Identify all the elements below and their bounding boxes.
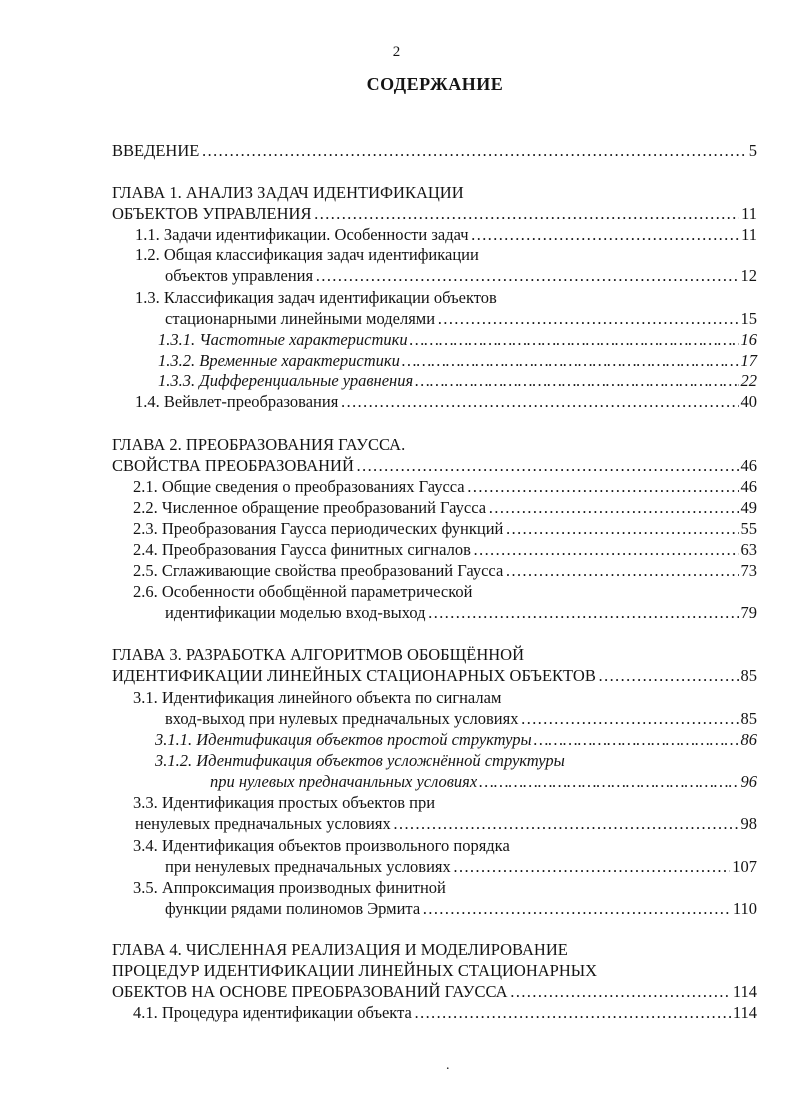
toc-entry: [133, 877, 446, 899]
page-title: СОДЕРЖАНИЕ: [366, 74, 504, 94]
toc-entry-text: 1.3. Классификация задач идентификации объектов: [135, 288, 497, 307]
toc-entry: [158, 350, 757, 372]
toc-entry-text: 2.5. Сглаживающие свойства преобразований Гаусса: [133, 561, 504, 580]
toc-leader-dots: [479, 771, 738, 793]
toc-entry-text: ИДЕНТИФИКАЦИИ ЛИНЕЙНЫХ СТАЦИОНАРНЫХ ОБЪЕКТОВ: [112, 666, 596, 685]
toc-page-number: 110: [732, 899, 757, 918]
toc-entry-text: 1.4. Вейвлет-преобразования: [135, 392, 339, 411]
toc-entry: [165, 265, 757, 287]
toc-page-number: 55: [740, 519, 757, 538]
toc-entry: [112, 203, 757, 225]
toc-entry-text: вход-выход при нулевых предначальных условиях: [165, 709, 519, 728]
toc-entry: [133, 687, 501, 709]
toc-page-number: 46: [740, 477, 757, 496]
toc-page-number: 63: [740, 540, 757, 559]
toc-entry: [155, 729, 757, 751]
toc-entry: [158, 370, 757, 392]
toc-entry: [165, 708, 757, 730]
toc-page-number: 11: [741, 225, 757, 244]
toc-entry: [133, 1002, 757, 1024]
toc-leader-dots: [393, 813, 739, 835]
toc-page-number: 16: [740, 330, 757, 349]
toc-entry: [210, 771, 757, 793]
toc-entry-text: идентификации моделью вход-выход: [165, 603, 426, 622]
toc-page-number: 79: [740, 603, 757, 622]
page-number: 2: [392, 44, 401, 60]
toc-entry: [165, 856, 757, 878]
toc-entry: [112, 644, 524, 666]
toc-entry: [165, 308, 757, 330]
toc-entry: [112, 665, 757, 687]
toc-entry-text: 2.6. Особенности обобщённой параметрической: [133, 582, 473, 601]
toc-entry-text: 2.4. Преобразования Гаусса финитных сигналов: [133, 540, 471, 559]
toc-entry-text: объектов управления: [165, 266, 314, 285]
toc-entry-text: 2.3. Преобразования Гаусса периодических функций: [133, 519, 504, 538]
toc-page-number: 40: [740, 392, 757, 411]
toc-leader-dots: [340, 391, 738, 413]
toc-leader-dots: [505, 518, 738, 540]
toc-entry-text: 4.1. Процедура идентификации объекта: [133, 1003, 412, 1022]
toc-entry: [165, 898, 757, 920]
toc-page-number: 85: [740, 666, 757, 685]
toc-leader-dots: [356, 455, 739, 477]
toc-page-number: 114: [732, 1003, 757, 1022]
toc-entry: [133, 476, 757, 498]
toc-entry: [133, 497, 757, 519]
toc-leader-dots: [471, 224, 740, 246]
toc-entry-text: СВОЙСТВА ПРЕОБРАЗОВАНИЙ: [112, 456, 354, 475]
toc-entry: [133, 518, 757, 540]
toc-page-number: 98: [740, 814, 757, 833]
toc-leader-dots: [402, 350, 739, 372]
toc-leader-dots: [520, 708, 738, 730]
toc-entry: [158, 329, 757, 351]
toc-entry-text: при нулевых предначанльных условиях: [210, 772, 478, 791]
toc-page-number: 46: [740, 456, 757, 475]
toc-entry-text: ПРОЦЕДУР ИДЕНТИФИКАЦИИ ЛИНЕЙНЫХ СТАЦИОНАРНЫХ: [112, 961, 598, 980]
toc-leader-dots: [534, 729, 739, 751]
toc-entry-text: 2.2. Численное обращение преобразований Гаусса: [133, 498, 487, 517]
toc-entry: [133, 792, 435, 814]
toc-leader-dots: [428, 602, 739, 624]
toc-entry: [112, 939, 568, 961]
toc-leader-dots: [415, 370, 738, 392]
toc-entry-text: функции рядами полиномов Эрмита: [165, 899, 421, 918]
toc-entry-text: ОБЪЕКТОВ УПРАВЛЕНИЯ: [112, 204, 312, 223]
toc-leader-dots: [315, 265, 738, 287]
toc-entry-text: ОБЕКТОВ НА ОСНОВЕ ПРЕОБРАЗОВАНИЙ ГАУССА: [112, 982, 508, 1001]
toc-entry: [112, 140, 757, 162]
toc-page-number: 49: [740, 498, 757, 517]
toc-page-number: 12: [740, 266, 757, 285]
toc-entry: [135, 813, 757, 835]
toc-leader-dots: [488, 497, 738, 519]
toc-entry-text: ГЛАВА 4. ЧИСЛЕННАЯ РЕАЛИЗАЦИЯ И МОДЕЛИРОВАНИЕ: [112, 940, 568, 959]
toc-leader-dots: [453, 856, 730, 878]
toc-leader-dots: [467, 476, 739, 498]
toc-leader-dots: [437, 308, 738, 330]
toc-entry: [135, 287, 497, 309]
toc-leader-dots: [410, 329, 739, 351]
toc-entry-text: ГЛАВА 1. АНАЛИЗ ЗАДАЧ ИДЕНТИФИКАЦИИ: [112, 183, 464, 202]
toc-leader-dots: [598, 665, 739, 687]
toc-page-number: 114: [732, 982, 757, 1001]
toc-entry-text: ГЛАВА 2. ПРЕОБРАЗОВАНИЯ ГАУССА.: [112, 435, 406, 454]
toc-entry: [133, 835, 510, 857]
toc-entry: [112, 981, 757, 1003]
toc-page-number: 17: [740, 351, 757, 370]
toc-leader-dots: [473, 539, 739, 561]
toc-leader-dots: [201, 140, 746, 162]
toc-entry-text: 3.4. Идентификация объектов произвольного порядка: [133, 836, 510, 855]
toc-entry-text: 1.1. Задачи идентификации. Особенности задач: [135, 225, 469, 244]
toc-entry: [112, 960, 597, 982]
toc-entry: [133, 581, 472, 603]
toc-entry-text: 3.1.1. Идентификация объектов простой структуры: [155, 730, 532, 749]
toc-leader-dots: [510, 981, 731, 1003]
footer-mark: .: [446, 1058, 450, 1073]
toc-entry: [112, 455, 757, 477]
toc-leader-dots: [505, 560, 738, 582]
toc-entry-text: ГЛАВА 3. РАЗРАБОТКА АЛГОРИТМОВ ОБОБЩЁННОЙ: [112, 645, 525, 664]
toc-leader-dots: [414, 1002, 731, 1024]
toc-entry: [135, 244, 479, 266]
toc-entry-text: 1.3.2. Временные характеристики: [158, 351, 400, 370]
toc-leader-dots: [313, 203, 739, 225]
toc-page-number: 5: [748, 141, 757, 160]
toc-entry: [165, 602, 757, 624]
toc-entry-text: 3.1. Идентификация линейного объекта по сигналам: [133, 688, 502, 707]
toc-entry-text: ВВЕДЕНИЕ: [112, 141, 200, 160]
toc-entry-text: ненулевых предначальных условиях: [135, 814, 391, 833]
toc-entry: [133, 560, 757, 582]
toc-entry-text: 1.2. Общая классификация задач идентификации: [135, 245, 479, 264]
toc-page-number: 22: [740, 371, 757, 390]
toc-entry-text: 1.3.1. Частотные характеристики: [158, 330, 408, 349]
toc-page-number: 85: [740, 709, 757, 728]
toc-entry-text: 3.3. Идентификация простых объектов при: [133, 793, 436, 812]
toc-entry: [155, 750, 565, 772]
toc-entry-text: 1.3.3. Дифференциальные уравнения: [158, 371, 414, 390]
toc-entry: [135, 224, 757, 246]
toc-entry-text: 3.1.2. Идентификация объектов усложнённой структуры: [155, 751, 565, 770]
toc-page-number: 96: [740, 772, 757, 791]
toc-page-number: 11: [741, 204, 757, 223]
toc-entry: [133, 539, 757, 561]
toc-page-number: 107: [732, 857, 757, 876]
toc-entry-text: стационарными линейными моделями: [165, 309, 436, 328]
toc-entry-text: 3.5. Аппроксимация производных финитной: [133, 878, 446, 897]
toc-entry: [135, 391, 757, 413]
toc-entry: [112, 182, 464, 204]
toc-entry-text: 2.1. Общие сведения о преобразованиях Гаусса: [133, 477, 465, 496]
toc-entry-text: при ненулевых предначальных условиях: [165, 857, 451, 876]
toc-page-number: 73: [740, 561, 757, 580]
toc-leader-dots: [422, 898, 731, 920]
toc-page-number: 86: [740, 730, 757, 749]
toc-page-number: 15: [740, 309, 757, 328]
toc-entry: [112, 434, 405, 456]
